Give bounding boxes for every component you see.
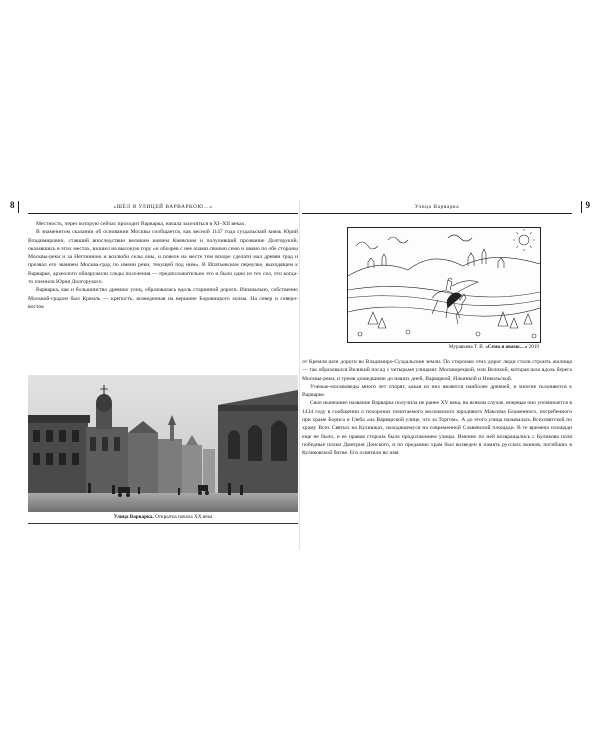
running-head-right: Улица Варварка [414,204,460,210]
illustration-frame [347,227,541,343]
paragraph: Местность, через которую сейчас проходит Варварка, начала заселяться в XI–XII веках. [36,221,246,227]
running-head-left: «ШЁЛ Я УЛИЦЕЙ ВАРВАРКОЮ…» [113,204,213,210]
credit-title: «Семо и овамо…» [485,344,528,350]
illustration-credit [347,344,539,351]
book-spine [299,200,300,550]
right-page [302,200,590,545]
folio-rule-right [581,201,582,213]
caption-title: Улица Варварка. [113,514,154,520]
credit-year: 2019 [527,344,539,350]
paragraph: от Кремля шли дороги во Владимиро-Суздальские земли. По сторонам этих дорог люди стали строить жилища — так образовался Великий посад с четырьмя улицами: Москворецкой, или Великой, которая шла вдоль берега Москвы-реки, и тремя дошедшими до наших дней, Варваркой, Ильинкой и Никольской. [302,359,572,382]
paragraph: Варварка, как и большинство древних улиц, образовалась вдоль старинной дороги. Изначально, собственно Москвой-градом был Кремль — крепость, возведенная на вершине Боровицкого холма. На север и северо-восток [28,287,298,310]
page-number-left: 8 [10,200,15,210]
right-running-header [302,200,590,214]
historic-street-photo [28,375,298,512]
caption-text: Открытка начала XX века [153,514,213,520]
credit-author: Муравьева Т. В. [448,344,486,350]
photo-caption [28,514,298,524]
paragraph: В знаменитом сказании об основании Москвы сообщается, как весной 1147 года суздальский князь Юрий Владимирович, ставший впоследствии великим князем Киевским и получивший прозвание Долгорукий, оказавшись в этих местах, взошел на высокую гору «и обозрев с нее очами своими семо и овамо по обе стороны Москвы-реки и за Неглинною и возлюби селы оны, и повеле на месте том вскоре сделати мал древян град и прозвал его званием Москва-град по имени реки, текущей под ним». В Ипатьевском переулке, выходящем к Варварке, археологи обнаружили следы поселения — предположительно это и было одно из тех сел, что когда-то пленили Юрия Долгорукого. [28,229,298,286]
left-body-text [28,220,298,311]
folk-illustration [348,228,540,342]
left-running-header [10,200,298,214]
left-page [10,200,298,545]
page-number-right: 9 [585,200,590,210]
paragraph: Ученые-москвоведы много лет спорят, какая из них является наиболее древней, и многие склоняются к Варварке. [302,383,572,399]
paragraph: Свое нынешнее название Варварка получила не ранее XV века, во всяком случае, впервые оно упоминается в 1434 году в сообщении о похоронах почитаемого московского юродивого Максима Блаженного, погребенного при храме Бориса и Глеба «на Варварской улице, что за Торгом». А до этого улица называлась Всехсвятской по храму Всех Святых на Кулишках, находящемуся на современной Славянской площади. В те времена площади еще не было, и ее правая сторона была продолжением улицы. Именно по ней возвращались с Куликова поля победные полки Дмитрия Донского, и по преданию храм был возведен в память русских воинов, погибших в Куликовской битве. Его освятили во имя [302,400,572,457]
folio-rule-left [18,201,19,213]
varvarka-postcard-image [28,375,298,512]
right-body-text [302,358,572,458]
